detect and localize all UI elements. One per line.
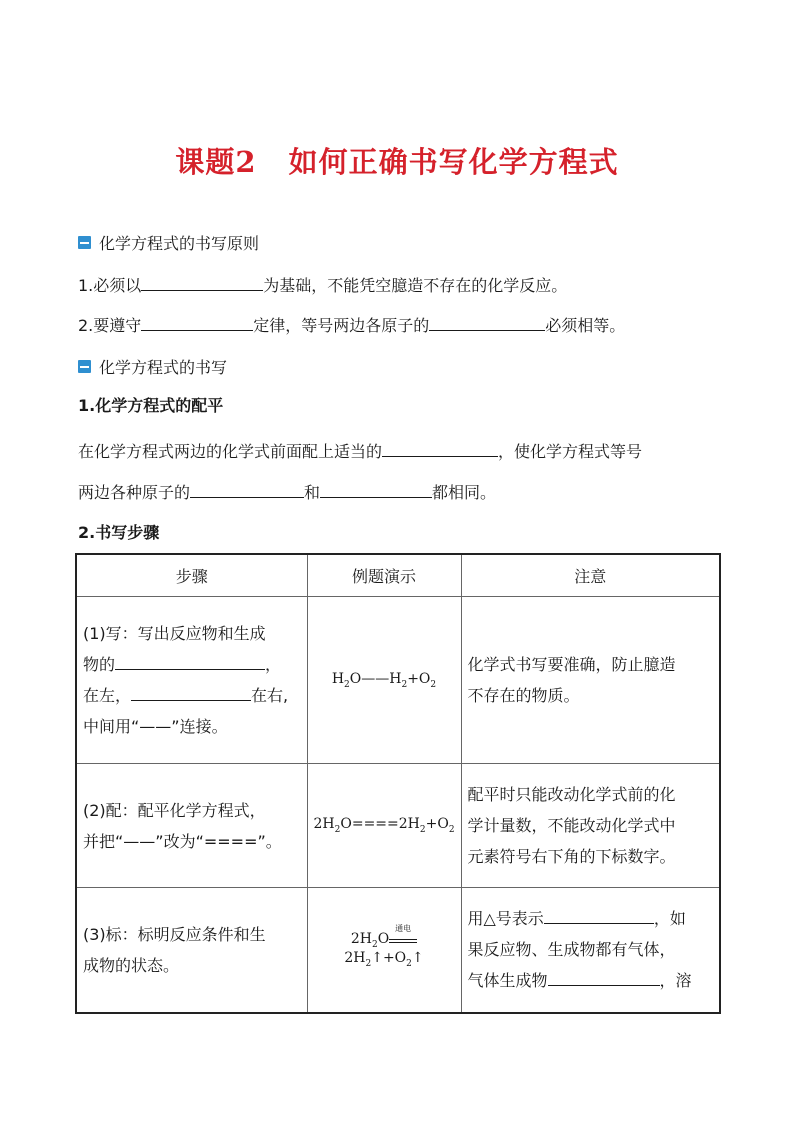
text: O====2H bbox=[340, 816, 420, 833]
step-cell bbox=[76, 764, 307, 888]
step-cell bbox=[76, 888, 307, 1013]
subscript: 2 bbox=[371, 939, 378, 950]
text: ，溶 bbox=[659, 971, 692, 991]
fill-blank[interactable] bbox=[320, 479, 432, 498]
condition-text: 通电 bbox=[395, 923, 412, 933]
header-step: 步骤 bbox=[76, 554, 307, 597]
balancing-line-2 bbox=[78, 479, 496, 505]
note-cell bbox=[461, 597, 720, 764]
text: 2.要遵守 bbox=[78, 316, 142, 335]
text: O bbox=[377, 930, 390, 947]
gas-arrow: ↑ bbox=[411, 949, 424, 966]
text: 为基础，不能凭空臆造不存在的化学反应。 bbox=[263, 276, 568, 295]
text: ↑+O bbox=[371, 949, 407, 966]
subscript: 2 bbox=[406, 958, 412, 969]
text-line bbox=[83, 649, 301, 680]
example-cell bbox=[307, 888, 461, 1013]
principle-line-1 bbox=[78, 272, 567, 298]
text: ，如 bbox=[653, 909, 686, 929]
text: 成物的状态。 bbox=[83, 955, 180, 975]
section-heading-text: 化学方程式的书写原则 bbox=[99, 234, 260, 253]
text: +O bbox=[425, 816, 449, 833]
text-line bbox=[83, 680, 301, 711]
subheading-steps: 2.书写步骤 bbox=[78, 523, 160, 542]
example-cell bbox=[307, 597, 461, 764]
fill-blank[interactable] bbox=[548, 967, 660, 986]
step-cell bbox=[76, 597, 307, 764]
text-line bbox=[468, 903, 714, 934]
example-cell bbox=[307, 764, 461, 888]
fill-blank[interactable] bbox=[382, 438, 498, 457]
header-example: 例题演示 bbox=[307, 554, 461, 597]
text-line bbox=[468, 965, 714, 996]
table-row bbox=[76, 597, 720, 764]
section-heading-principles bbox=[78, 231, 259, 254]
reaction-condition-sign bbox=[389, 923, 417, 943]
text: 学计量数，不能改动化学式中 bbox=[467, 816, 676, 835]
subscript: 2 bbox=[430, 679, 437, 690]
text: 2H bbox=[313, 816, 335, 833]
table-header-row bbox=[76, 554, 720, 597]
fill-blank[interactable] bbox=[190, 479, 304, 498]
fill-blank[interactable] bbox=[141, 312, 253, 331]
text: 并把“——”改为“====”。 bbox=[83, 831, 282, 851]
subscript: 2 bbox=[401, 679, 408, 690]
text: 用△号表示 bbox=[467, 909, 544, 929]
text: H bbox=[331, 670, 345, 687]
subscript: 2 bbox=[365, 958, 372, 969]
title-topic: 如何正确书写化学方程式 bbox=[288, 145, 619, 179]
fill-blank[interactable] bbox=[141, 272, 263, 291]
text: 在左， bbox=[83, 686, 132, 705]
subscript: 2 bbox=[334, 824, 341, 835]
note-cell bbox=[461, 764, 720, 888]
section-heading-text: 化学方程式的书写 bbox=[99, 358, 228, 377]
text: ，使化学方程式等号 bbox=[498, 442, 643, 461]
section-marker-icon bbox=[78, 236, 91, 249]
text: 2H bbox=[350, 930, 372, 947]
text: 都相同。 bbox=[432, 483, 497, 502]
balancing-line-1 bbox=[78, 438, 642, 464]
text: 不存在的物质。 bbox=[467, 686, 580, 705]
principle-line-2 bbox=[78, 312, 625, 338]
text: 定律，等号两边各原子的 bbox=[253, 316, 430, 335]
text: 果反应物、生成物都有气体， bbox=[467, 940, 676, 960]
header-note: 注意 bbox=[461, 554, 720, 597]
text: 中间用“——”连接。 bbox=[83, 717, 228, 736]
subscript: 2 bbox=[419, 824, 426, 835]
fill-blank[interactable] bbox=[115, 651, 265, 670]
text: (2)配：配平化学方程式， bbox=[83, 800, 266, 820]
text: 两边各种原子的 bbox=[78, 483, 191, 502]
text: 1.必须以 bbox=[78, 276, 142, 295]
text: (3)标：标明反应条件和生 bbox=[83, 924, 266, 944]
section-heading-writing bbox=[78, 355, 227, 378]
table-row bbox=[76, 764, 720, 888]
text: 在化学方程式两边的化学式前面配上适当的 bbox=[78, 442, 383, 461]
fill-blank[interactable] bbox=[544, 905, 654, 924]
text: 在右, bbox=[251, 686, 289, 705]
note-cell bbox=[461, 888, 720, 1013]
section-marker-icon bbox=[78, 360, 91, 373]
text: 化学式书写要准确，防止臆造 bbox=[467, 655, 676, 674]
text: 2H bbox=[344, 949, 366, 966]
text: 元素符号右下角的下标数字。 bbox=[467, 847, 676, 866]
subscript: 2 bbox=[344, 679, 350, 690]
text: 气体生成物 bbox=[467, 971, 548, 991]
text: +O bbox=[407, 670, 431, 687]
text: O——H bbox=[349, 670, 402, 687]
text: 物的 bbox=[83, 655, 116, 674]
text: ， bbox=[265, 655, 282, 674]
text: (1)写：写出反应物和生成 bbox=[83, 624, 266, 643]
subscript: 2 bbox=[448, 824, 455, 835]
text: 和 bbox=[304, 483, 321, 502]
fill-blank[interactable] bbox=[429, 312, 545, 331]
subheading-balancing: 1.化学方程式的配平 bbox=[78, 396, 224, 415]
table-row bbox=[76, 888, 720, 1013]
text: 必须相等。 bbox=[545, 316, 626, 335]
fill-blank[interactable] bbox=[131, 682, 251, 701]
title-lesson: 课题2 bbox=[175, 145, 257, 179]
steps-table bbox=[75, 553, 721, 1014]
text: 配平时只能改动化学式前的化 bbox=[467, 785, 676, 804]
page-title bbox=[0, 140, 794, 181]
